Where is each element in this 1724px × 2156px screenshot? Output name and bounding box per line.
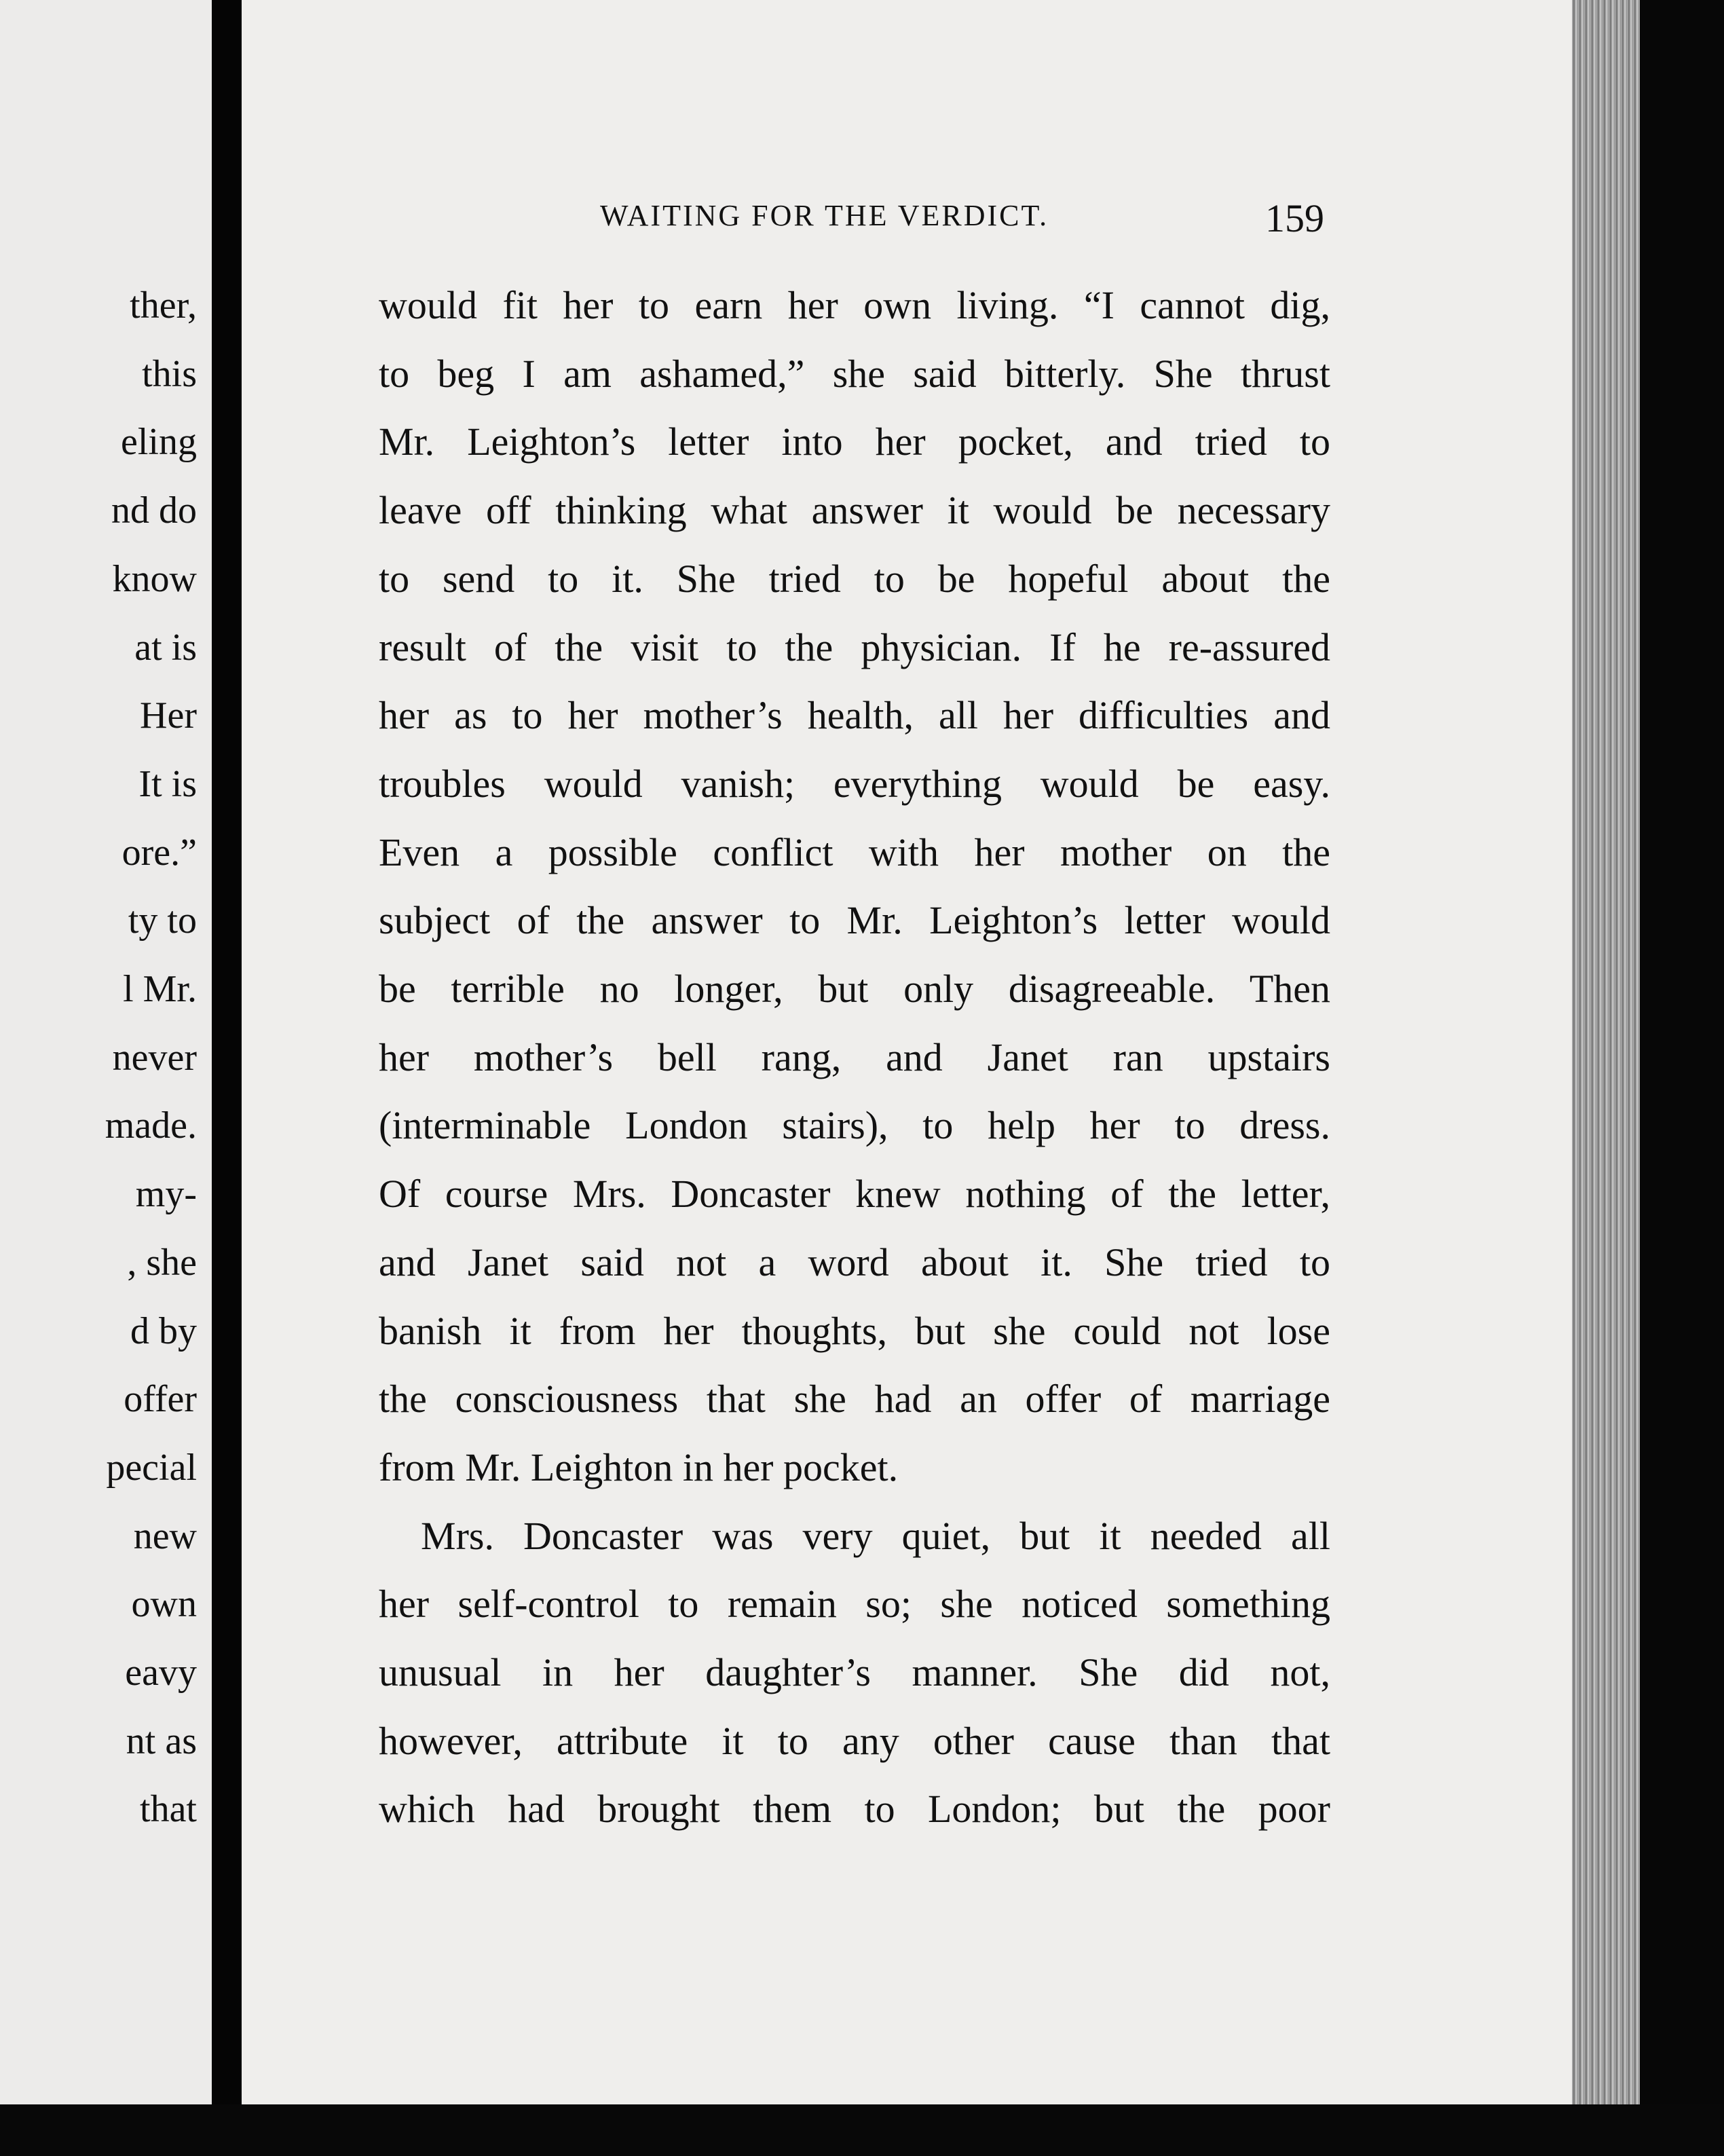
text-line: her as to her mother’s health, all her difficulties and xyxy=(379,693,1330,738)
previous-page-line: that xyxy=(140,1788,197,1831)
paragraph xyxy=(379,272,1330,1502)
paragraph xyxy=(379,1502,1330,1844)
previous-page xyxy=(0,0,212,2104)
previous-page-line: It is xyxy=(138,762,197,805)
text-line: the consciousness that she had an offer of marriage xyxy=(379,1377,1330,1421)
text-line: be terrible no longer, but only disagreeable. Then xyxy=(379,967,1330,1011)
previous-page-line: my- xyxy=(135,1173,197,1216)
previous-page-line: d by xyxy=(130,1309,197,1352)
scan-background-bottom xyxy=(0,2104,1724,2156)
text-line: banish it from her thoughts, but she could not lose xyxy=(379,1308,1330,1353)
previous-page-line: nt as xyxy=(126,1720,197,1762)
previous-page-line: eling xyxy=(121,421,197,464)
text-line: to send to it. She tried to be hopeful about the xyxy=(379,556,1330,601)
text-line: Even a possible conflict with her mother on the xyxy=(379,830,1330,874)
text-line: Mr. Leighton’s letter into her pocket, and tried to xyxy=(379,420,1330,464)
previous-page-line: made. xyxy=(105,1104,197,1147)
previous-page-line: ty to xyxy=(128,899,197,942)
text-line: however, attribute it to any other cause than that xyxy=(379,1718,1330,1763)
previous-page-line: offer xyxy=(124,1378,197,1421)
text-line: her self-control to remain so; she noticed something xyxy=(379,1582,1330,1627)
text-line: and Janet said not a word about it. She tried to xyxy=(379,1240,1330,1284)
previous-page-line: l Mr. xyxy=(123,968,197,1011)
previous-page-line: Her xyxy=(140,694,197,737)
text-line: leave off thinking what answer it would be necessary xyxy=(379,488,1330,533)
previous-page-line: at is xyxy=(134,626,197,669)
text-line: Mrs. Doncaster was very quiet, but it needed all xyxy=(421,1513,1330,1558)
book-gutter xyxy=(212,0,242,2156)
text-line: (interminable London stairs), to help her to dress. xyxy=(379,1103,1330,1148)
text-line: troubles would vanish; everything would be easy. xyxy=(379,761,1330,806)
text-line: her mother’s bell rang, and Janet ran upstairs xyxy=(379,1035,1330,1079)
previous-page-line: eavy xyxy=(125,1652,197,1694)
text-line: which had brought them to London; but the poor xyxy=(379,1787,1330,1832)
text-line: from Mr. Leighton in her pocket. xyxy=(379,1445,899,1489)
text-line: to beg I am ashamed,” she said bitterly. She thrust xyxy=(379,351,1330,396)
page-edges xyxy=(1572,0,1640,2111)
text-line: subject of the answer to Mr. Leighton’s letter would xyxy=(379,898,1330,943)
previous-page-line: never xyxy=(112,1036,197,1079)
page-number: 159 xyxy=(1265,196,1324,240)
previous-page-line: ore.” xyxy=(121,831,197,874)
text-line: Of course Mrs. Doncaster knew nothing of the letter, xyxy=(379,1172,1330,1216)
text-line: result of the visit to the physician. If he re-assured xyxy=(379,625,1330,669)
previous-page-line: ther, xyxy=(130,284,197,327)
previous-page-line: own xyxy=(131,1583,197,1626)
text-line: unusual in her daughter’s manner. She did not, xyxy=(379,1650,1330,1695)
previous-page-line: know xyxy=(112,557,197,600)
scan-background xyxy=(1640,0,1724,2156)
previous-page-line: , she xyxy=(127,1241,197,1284)
previous-page-line: this xyxy=(142,352,197,395)
previous-page-line: nd do xyxy=(111,489,197,532)
text-line: would fit her to earn her own living. “I cannot dig, xyxy=(379,283,1330,327)
previous-page-line: new xyxy=(133,1514,197,1557)
previous-page-line: pecial xyxy=(106,1446,197,1489)
running-head: WAITING FOR THE VERDICT. xyxy=(600,199,1049,232)
previous-page-text xyxy=(105,272,197,1844)
body-text xyxy=(379,272,1330,1844)
